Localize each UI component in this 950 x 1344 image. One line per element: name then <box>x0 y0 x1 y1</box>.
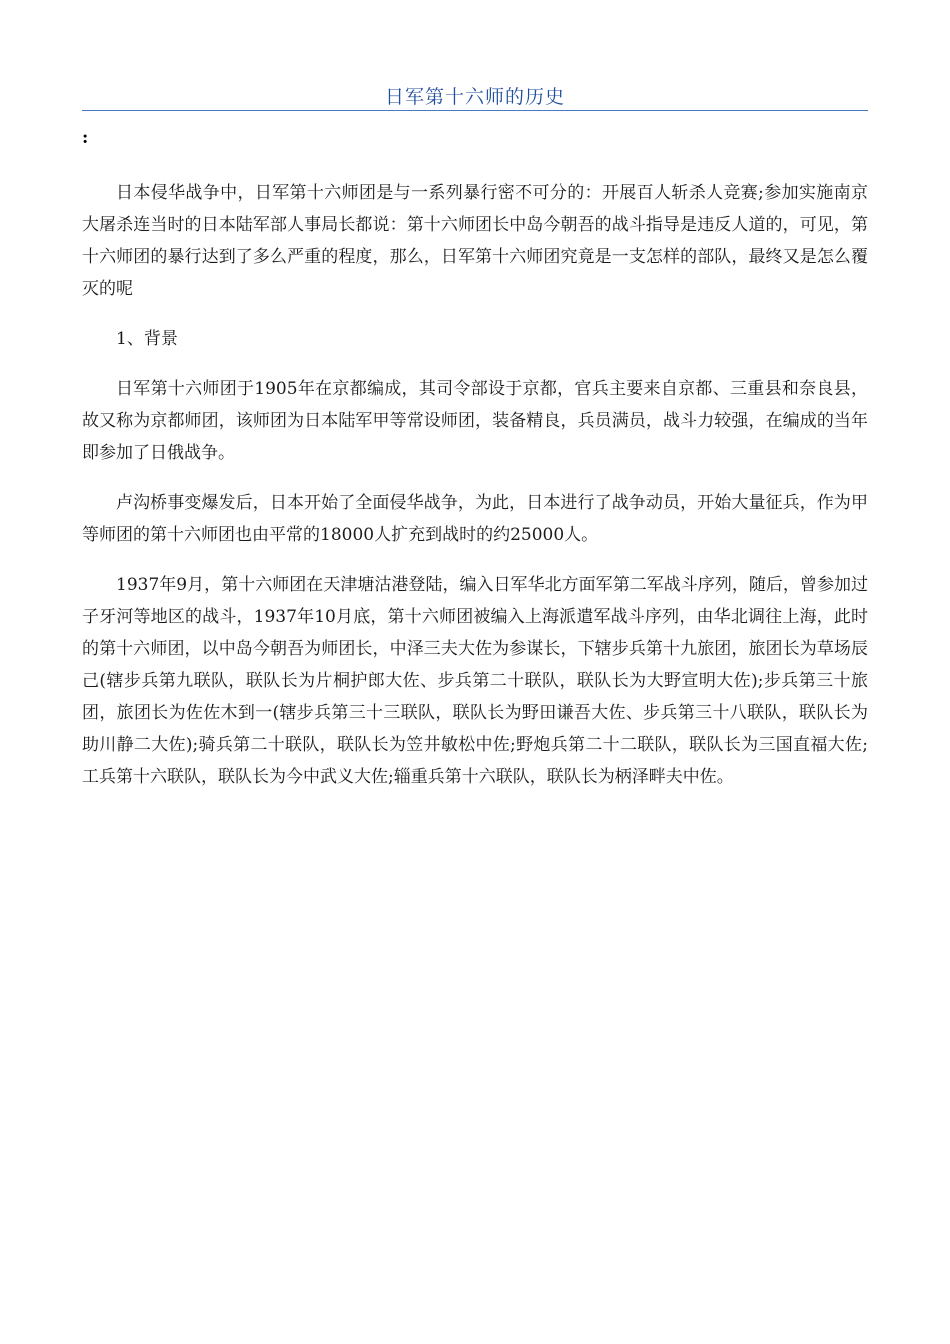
header-divider <box>82 110 868 111</box>
leading-mark: : <box>82 128 89 148</box>
section-heading-background: 1、背景 <box>116 329 178 349</box>
paragraph-mobilization: 卢沟桥事变爆发后，日本开始了全面侵华战争，为此，日本进行了战争动员，开始大量征兵，作为甲等师团的第十六师团也由平常的18000人扩充到战时的约25000人。 <box>82 493 868 545</box>
paragraph-organization: 1937年9月，第十六师团在天津塘沽港登陆，编入日军华北方面军第二军战斗序列，随后，曾参加过子牙河等地区的战斗，1937年10月底，第十六师团被编入上海派遣军战斗序列，由华北调往上海，此时的第十六师团，以中岛今朝吾为师团长，中泽三夫大佐为参谋长，下辖步兵第十九旅团，旅团长为草场辰己(辖步兵第九联队，联队长为片桐护郎大佐、步兵第二十联队，联队长为大野宣明大佐);步兵第三十旅团，旅团长为佐佐木到一(辖步兵第三十三联队，联队长为野田谦吾大佐、步兵第三十八联队，联队长为助川静二大佐);骑兵第二十联队，联队长为笠井敏松中佐;野炮兵第二十二联队，联队长为三国直福大佐;工兵第十六联队，联队长为今中武义大佐;辎重兵第十六联队，联队长为柄泽畔夫中佐。 <box>82 575 868 787</box>
paragraph-formation: 日军第十六师团于1905年在京都编成，其司令部设于京都，官兵主要来自京都、三重县和奈良县，故又称为京都师团，该师团为日本陆军甲等常设师团，装备精良，兵员满员，战斗力较强，在编成的当年即参加了日俄战争。 <box>82 379 868 463</box>
page-title: 日军第十六师的历史 <box>384 86 565 108</box>
paragraph-intro: 日本侵华战争中，日军第十六师团是与一系列暴行密不可分的：开展百人斩杀人竞赛;参加实施南京大屠杀连当时的日本陆军部人事局长都说：第十六师团长中岛今朝吾的战斗指导是违反人道的，可见，第十六师团的暴行达到了多么严重的程度，那么，日军第十六师团究竟是一支怎样的部队，最终又是怎么覆灭的呢 <box>82 183 868 299</box>
body-text <box>82 177 868 811</box>
